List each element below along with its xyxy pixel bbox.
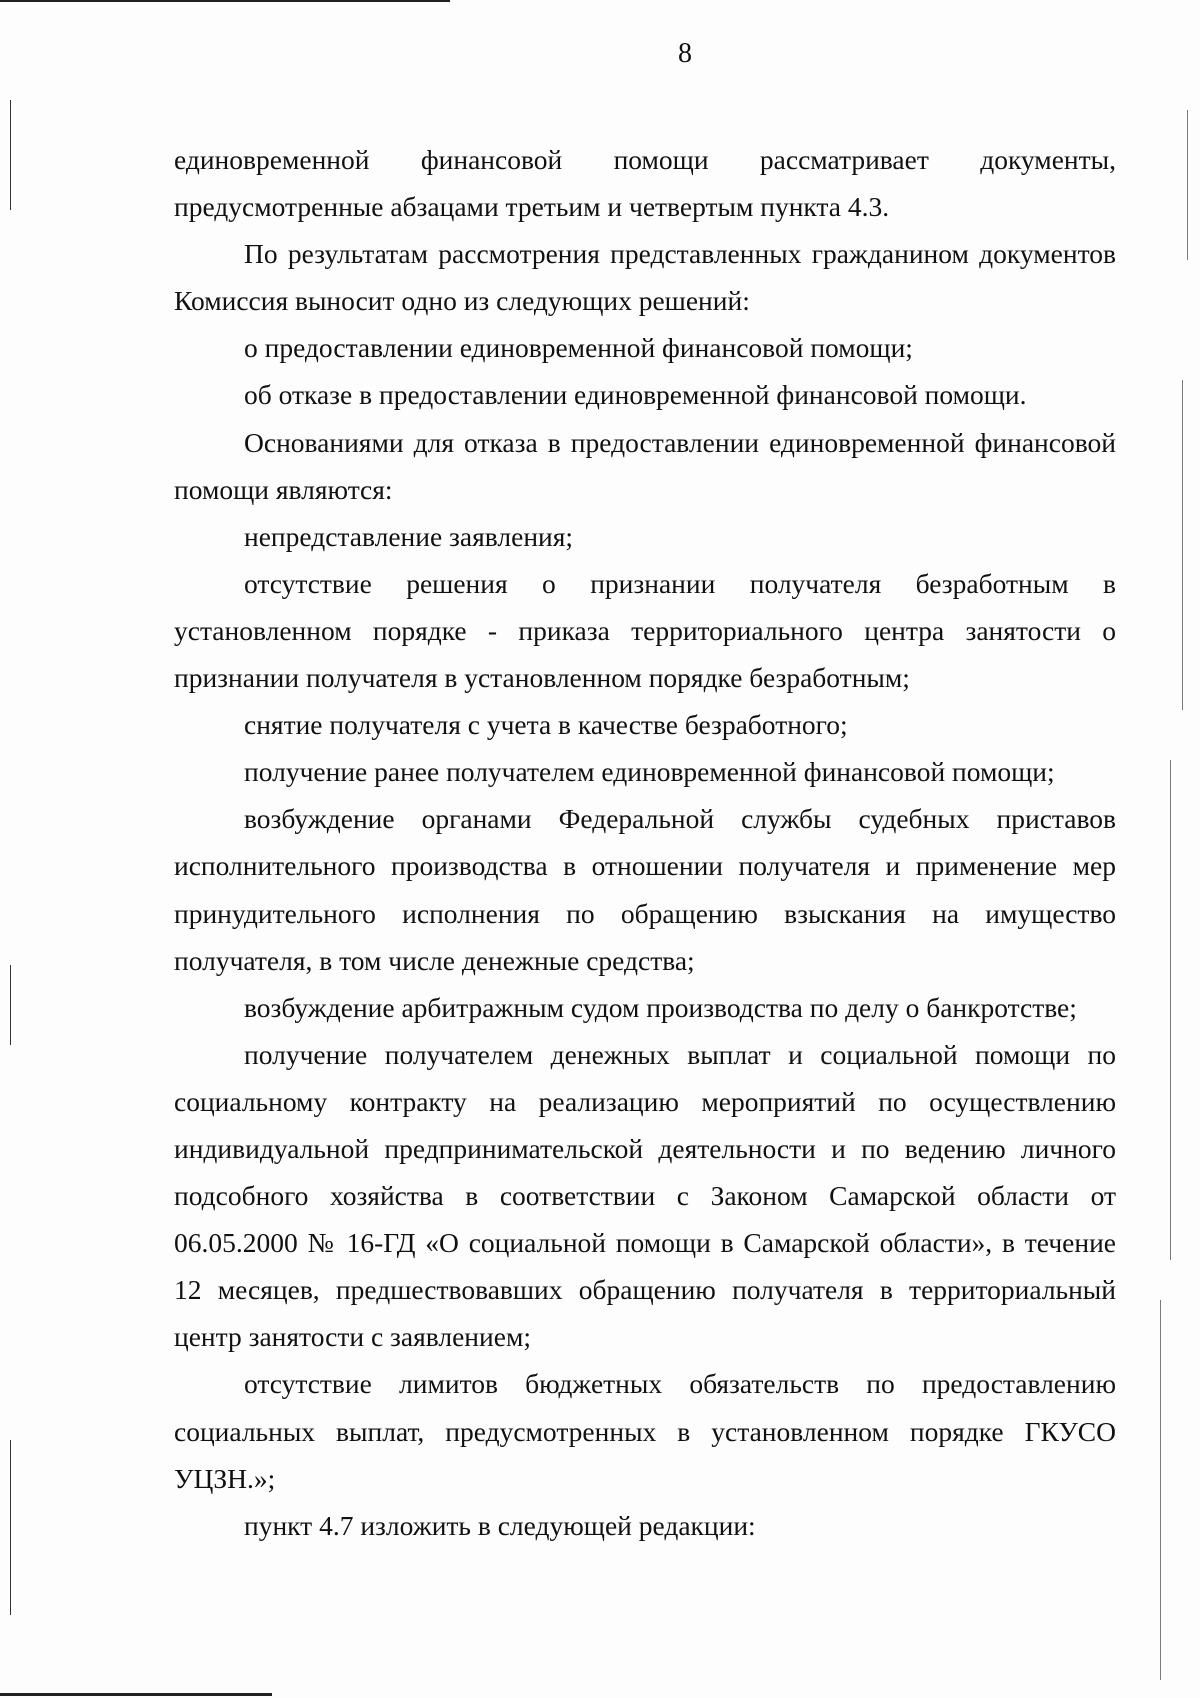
paragraph: Основаниями для отказа в предоставлении единовременной финансовой помощи являются: (174, 426, 1116, 505)
scan-edge-bottom (0, 1693, 272, 1696)
paragraph: снятие получателя с учета в качестве безработного; (244, 709, 848, 741)
scan-mark-left-3 (10, 1440, 11, 1615)
scan-mark-right-1 (1187, 110, 1188, 260)
paragraph: непредставление заявления; (244, 520, 574, 552)
paragraph: единовременной финансовой помощи рассматривает документы, предусмотренные абзацами третьим и четвертым пункта 4.3. (174, 144, 1116, 223)
scan-edge-top (0, 0, 450, 2)
scan-mark-left-2 (10, 965, 11, 1045)
scan-mark-right-3 (1170, 760, 1171, 1260)
scan-mark-left-1 (10, 100, 11, 210)
paragraph: пункт 4.7 изложить в следующей редакции: (244, 1509, 756, 1541)
paragraph: об отказе в предоставлении единовременной финансовой помощи. (244, 379, 1027, 411)
paragraph: получение получателем денежных выплат и социальной помощи по социальному контракту на реализацию мероприятий по осуществлению индивидуальной предпринимательской деятельности и по ведению личного подсобного хозяйства в соответствии с Законом Самарской области от 06.05.2000 № 16-ГД «О социальной помощи в Самарской области», в течение 12 месяцев, предшествовавших обращению получателя в территориальный центр занятости с заявлением; (174, 1038, 1116, 1353)
paragraph: отсутствие решения о признании получателя безработным в установленном порядке - приказа территориального центра занятости о признании получателя в установленном порядке безработным; (174, 567, 1116, 694)
scan-mark-right-4 (1160, 1300, 1161, 1680)
paragraph: о предоставлении единовременной финансовой помощи; (244, 332, 913, 364)
paragraph: отсутствие лимитов бюджетных обязательств по предоставлению социальных выплат, предусмотренных в установленном порядке ГКУСО УЦЗН.»; (174, 1368, 1116, 1494)
paragraph: возбуждение арбитражным судом производства по делу о банкротстве; (244, 991, 1077, 1023)
paragraph: получение ранее получателем единовременной финансовой помощи; (244, 756, 1055, 788)
page-number: 8 (678, 38, 692, 69)
document-body (174, 136, 1116, 1549)
paragraph: возбуждение органами Федеральной службы судебных приставов исполнительного производства в отношении получателя и применение мер принудительного исполнения по обращению взыскания на имущество получателя, в том числе денежные средства; (174, 803, 1116, 976)
scan-mark-right-2 (1182, 380, 1183, 710)
paragraph: По результатам рассмотрения представленных гражданином документов Комиссия выносит одно из следующих решений: (174, 238, 1116, 317)
